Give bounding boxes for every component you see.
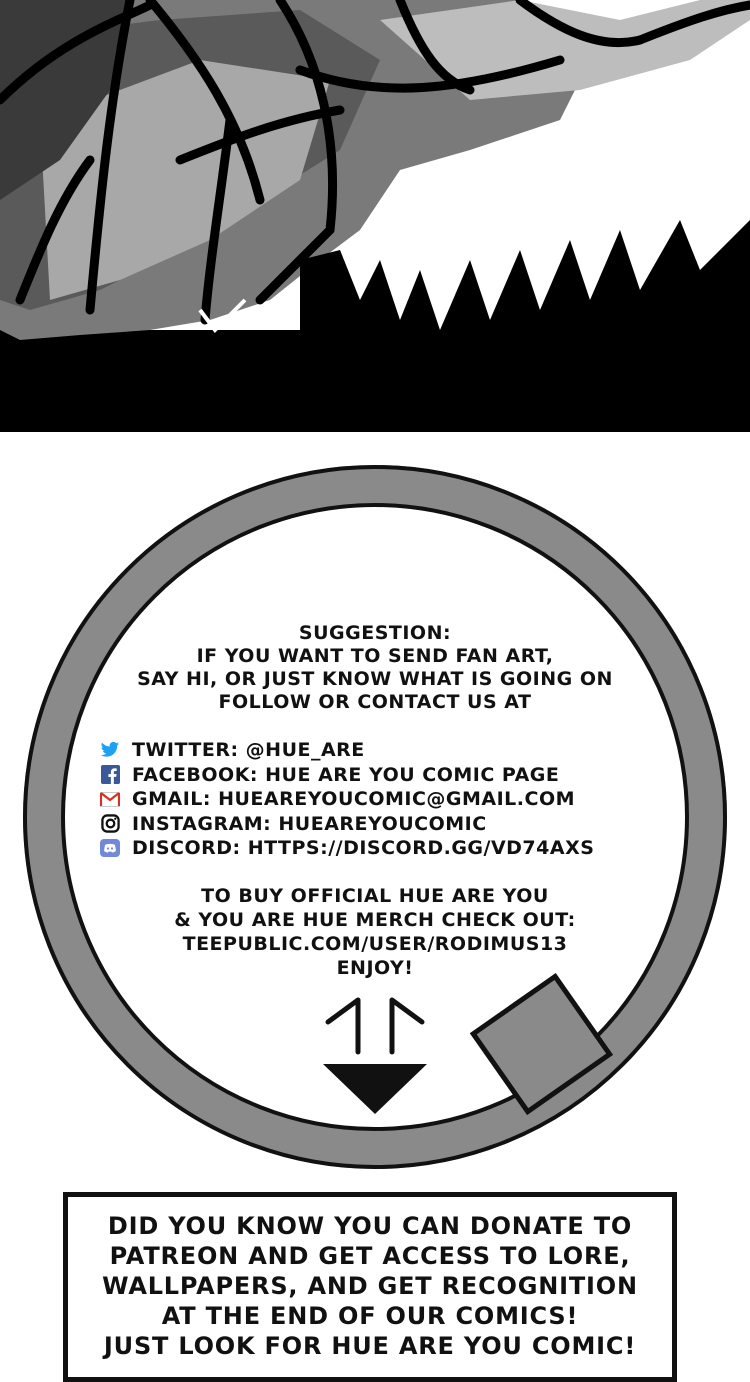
- contact-text: DISCORD: HTTPS://DISCORD.GG/VD74AXS: [132, 837, 595, 859]
- info-section: [0, 432, 750, 1360]
- patreon-donate-box: [63, 1192, 677, 1382]
- donate-line: WALLPAPERS, AND GET RECOGNITION: [102, 1272, 638, 1300]
- gmail-icon: [100, 789, 120, 809]
- donate-line: JUST LOOK FOR HUE ARE YOU COMIC!: [103, 1332, 637, 1360]
- contact-instagram[interactable]: [100, 812, 680, 837]
- contact-gmail[interactable]: [100, 787, 680, 812]
- twitter-icon: [100, 740, 120, 760]
- contact-discord[interactable]: [100, 836, 680, 861]
- suggestion-text: [100, 622, 650, 714]
- contact-text: GMAIL: HUEAREYOUCOMIC@GMAIL.COM: [132, 788, 575, 810]
- contact-text: TWITTER: @HUE_ARE: [132, 739, 365, 761]
- contact-text: FACEBOOK: HUE ARE YOU COMIC PAGE: [132, 763, 560, 786]
- donate-line: PATREON AND GET ACCESS TO LORE,: [109, 1242, 631, 1270]
- merch-line: & YOU ARE HUE MERCH CHECK OUT:: [174, 909, 576, 931]
- suggestion-line: SAY HI, OR JUST KNOW WHAT IS GOING ON: [137, 668, 613, 690]
- instagram-icon: [100, 814, 120, 834]
- merch-line: ENJOY!: [336, 957, 414, 979]
- contact-facebook[interactable]: [100, 763, 680, 788]
- suggestion-line: FOLLOW OR CONTACT US AT: [218, 691, 532, 713]
- merch-link[interactable]: TEEPUBLIC.COM/USER/RODIMUS13: [182, 933, 568, 955]
- discord-icon: [100, 838, 120, 858]
- contact-twitter[interactable]: [100, 738, 680, 763]
- merch-text: [100, 884, 650, 980]
- comic-sketch-illustration: [0, 0, 750, 432]
- suggestion-line: IF YOU WANT TO SEND FAN ART,: [196, 645, 554, 667]
- donate-line: DID YOU KNOW YOU CAN DONATE TO: [107, 1212, 633, 1240]
- donate-line: AT THE END OF OUR COMICS!: [161, 1302, 579, 1330]
- contact-list: [100, 738, 680, 861]
- contact-text: INSTAGRAM: HUEAREYOUCOMIC: [132, 812, 487, 835]
- suggestion-heading: SUGGESTION:: [298, 622, 452, 644]
- merch-line: TO BUY OFFICIAL HUE ARE YOU: [201, 885, 549, 907]
- comic-panel-artwork: [0, 0, 750, 432]
- facebook-icon: [100, 765, 120, 785]
